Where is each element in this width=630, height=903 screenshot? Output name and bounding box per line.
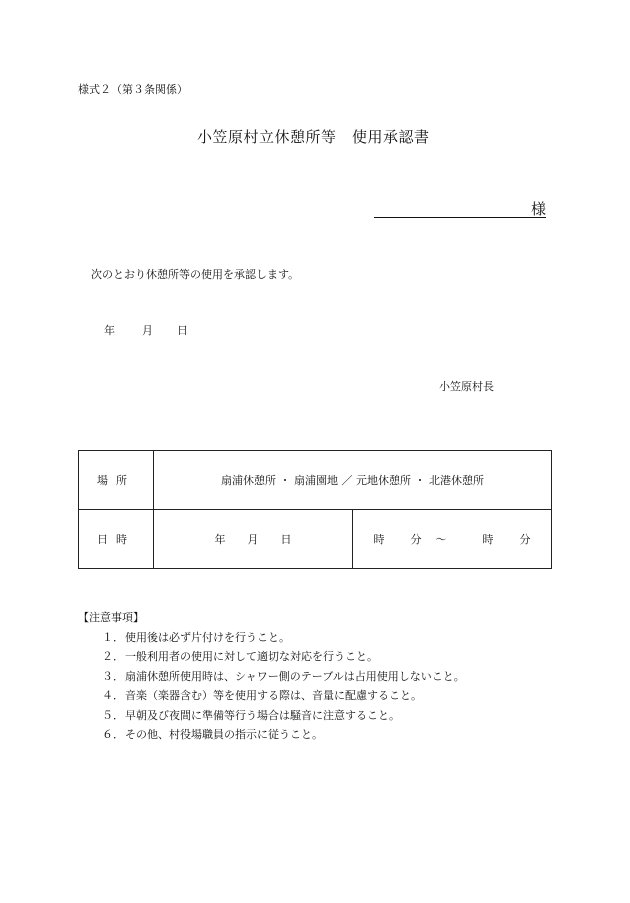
time-tilde: 〜 [435,533,447,546]
datetime-label-cell [79,510,154,569]
place-label: 場所 [97,474,135,487]
issue-date-year: 年 [104,324,115,337]
time-minute-end: 分 [519,533,531,546]
datetime-label: 日時 [97,533,135,546]
notes-section [78,608,465,745]
issue-date [104,322,188,338]
note-text: 扇浦休憩所使用時は、シャワー側のテーブルは占用使用しないこと。 [125,669,465,683]
notes-title: 【注意事項】 [78,611,144,624]
usage-table [78,450,552,569]
form-number: 様式２（第３条関係） [78,83,188,96]
note-item [102,647,465,667]
note-item [102,725,465,745]
note-item [102,628,465,648]
time-minute-start: 分 [410,533,422,546]
note-item [102,667,465,687]
approval-statement: 次のとおり休憩所等の使用を承認します。 [91,268,300,281]
time-hour-start: 時 [373,533,385,546]
note-number: ３． [102,669,124,683]
note-item [102,686,465,706]
note-number: ５． [102,708,124,722]
date-year: 年 [214,533,226,546]
note-text: 早朝及び夜間に準備等行う場合は騒音に注意すること。 [125,708,400,722]
note-number: ６． [102,728,124,741]
note-text: 一般利用者の使用に対して適切な対応を行うこと。 [125,650,378,663]
note-text: 音楽（楽器含む）等を使用する際は、音量に配慮すること。 [125,689,422,702]
date-day: 日 [280,533,292,546]
addressee-suffix: 様 [530,200,546,218]
place-value: 扇浦休憩所 ・ 扇浦園地 ／ 元地休憩所 ・ 北港休憩所 [221,474,484,487]
time-cell [353,510,552,569]
place-value-cell [154,451,552,510]
note-number: ４． [102,689,124,702]
note-item [102,706,465,726]
note-text: その他、村役場職員の指示に従うこと。 [125,728,323,741]
date-month: 月 [247,533,259,546]
date-cell [154,510,353,569]
note-text: 使用後は必ず片付けを行うこと。 [125,630,290,644]
document-title: 小笠原村立休憩所等 使用承認書 [197,128,430,146]
signer-title: 小笠原村長 [439,380,494,393]
place-label-cell [79,451,154,510]
place-row [79,451,552,510]
addressee-line [374,198,546,218]
issue-date-day: 日 [177,324,188,337]
note-number: １． [102,630,124,644]
issue-date-month: 月 [142,324,153,337]
datetime-row [79,510,552,569]
note-number: ２． [102,650,124,663]
time-hour-end: 時 [482,533,494,546]
notes-list [78,628,465,745]
